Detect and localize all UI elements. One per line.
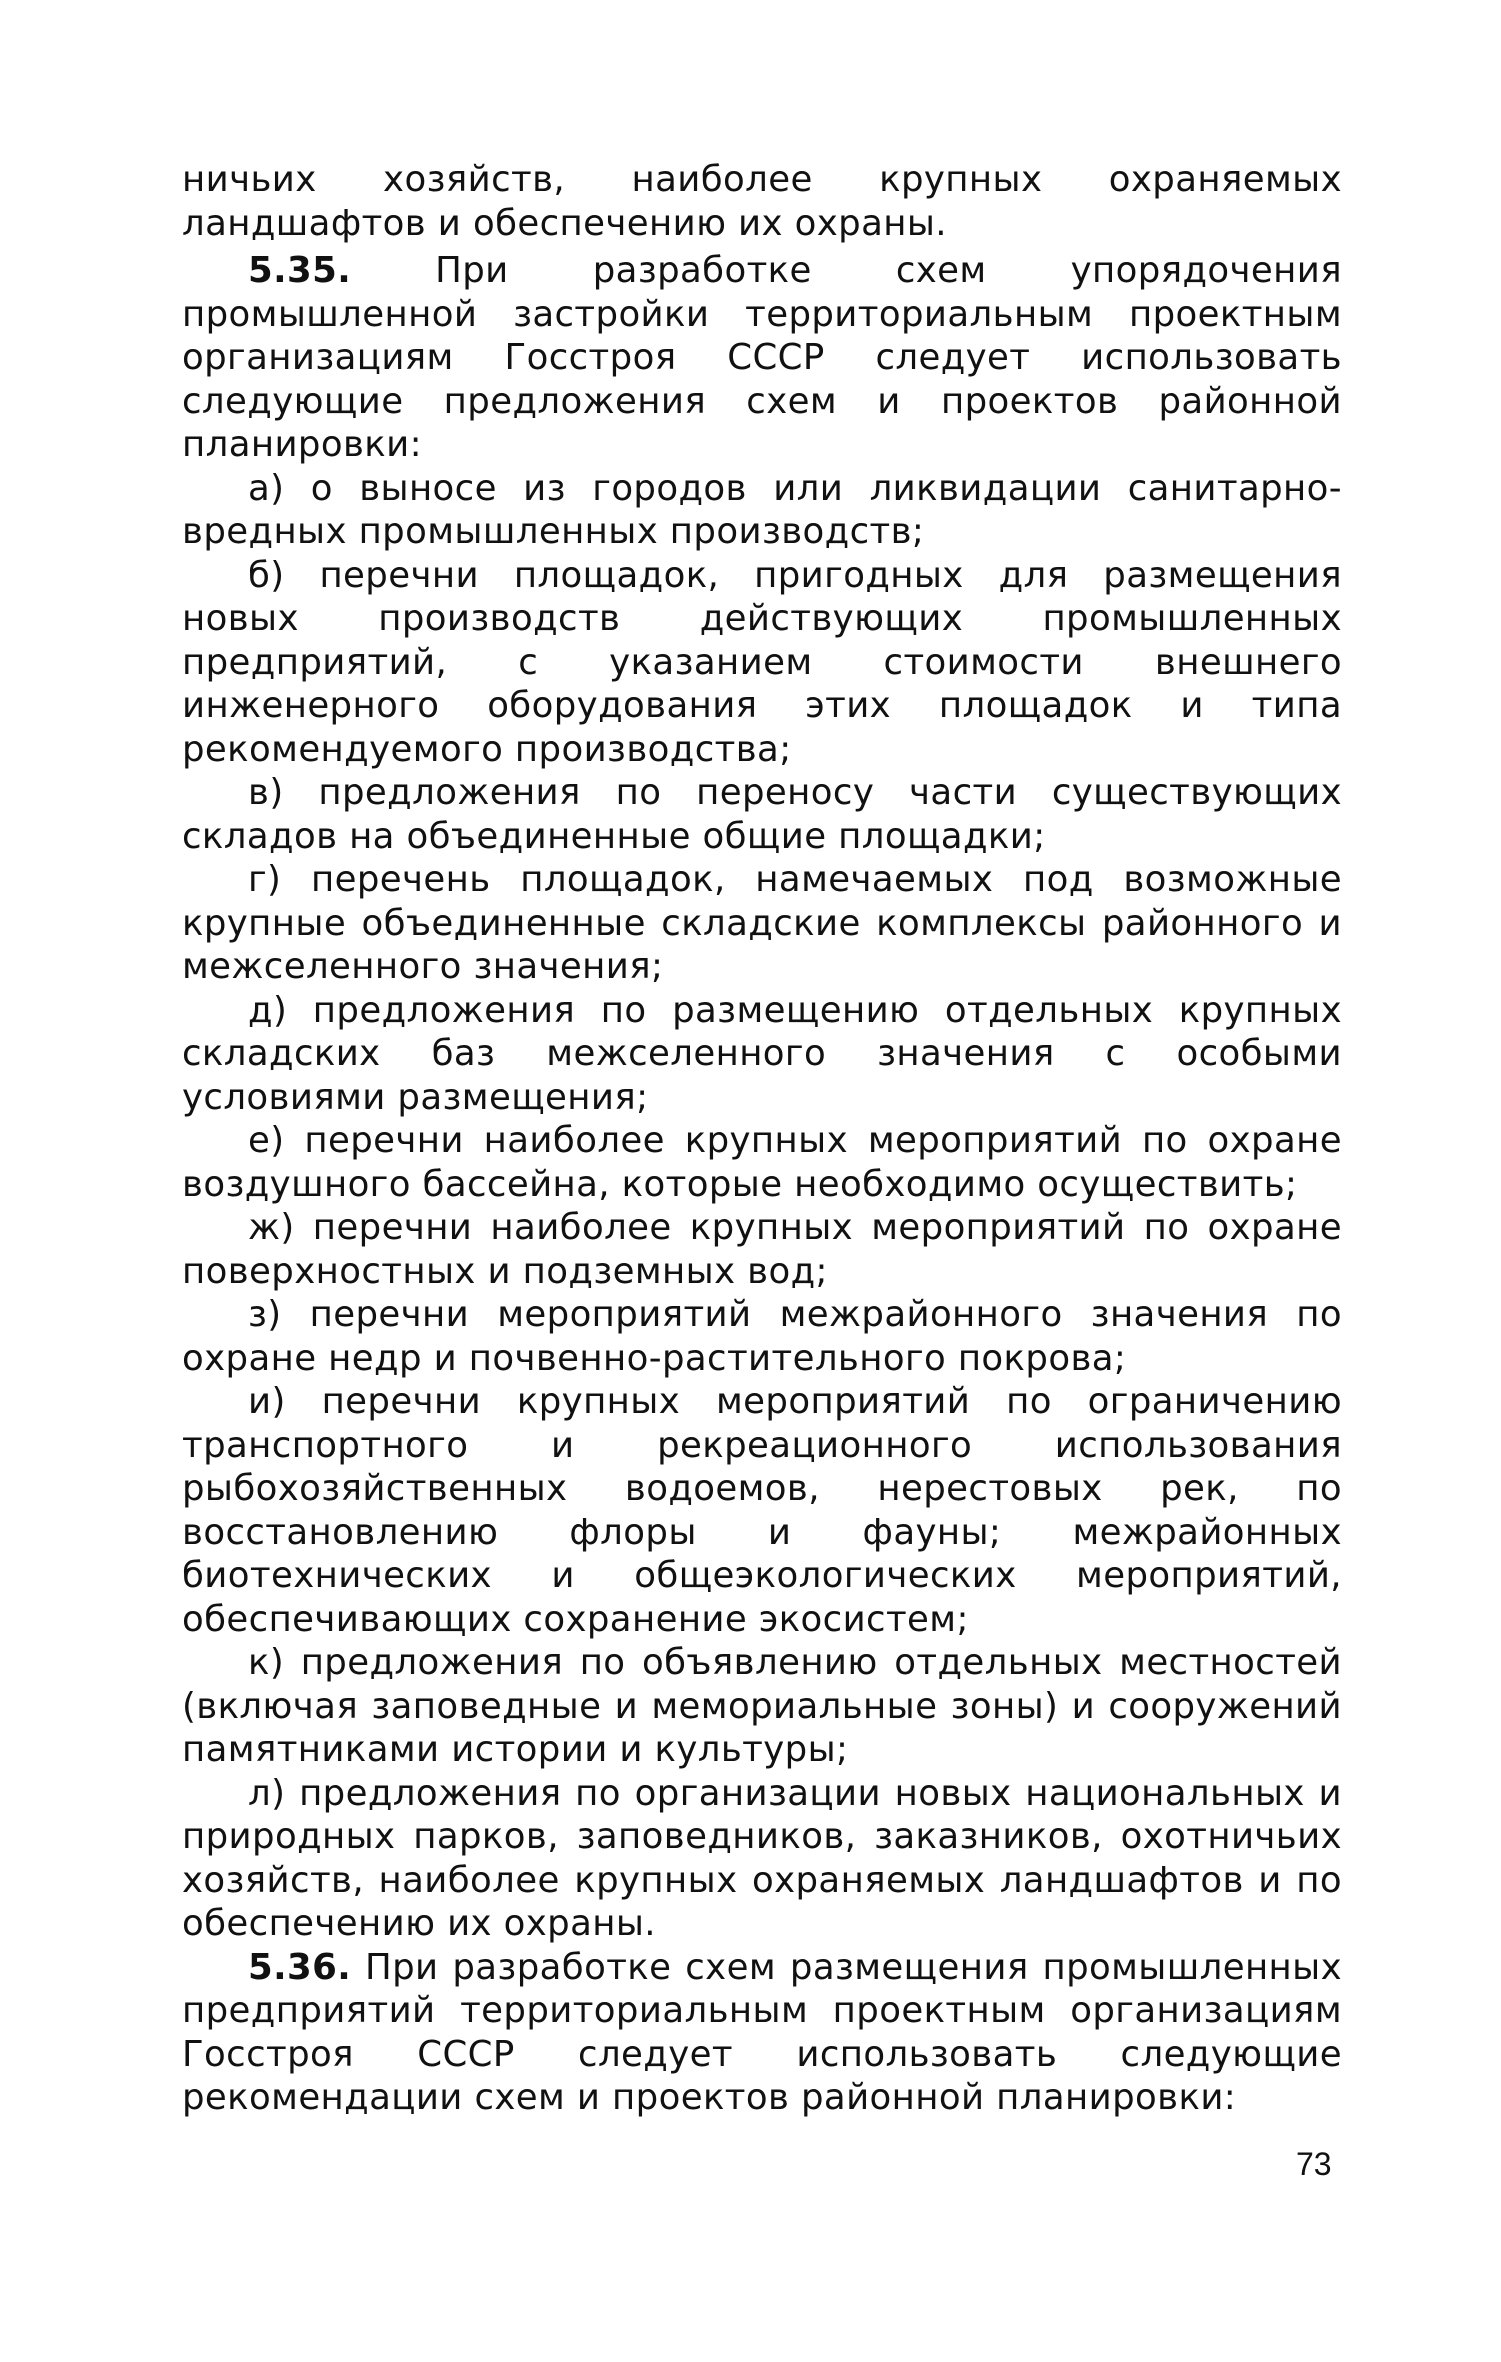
section-5-35-paragraph [182, 249, 1342, 467]
list-item-z: з) перечни мероприятий межрайонного значения по охране недр и почвенно-растительного покрова; [182, 1294, 1342, 1379]
section-number: 5.36. [248, 1946, 352, 1988]
section-text: При разработке схем упорядочения промышленной застройки территориальным проектным организациям Госстроя СССР следует использовать следующие предложения схем и проектов районной планировки: [182, 250, 1342, 465]
list-item-k: к) предложения по объявлению отдельных местностей (включая заповедные и мемориальные зоны) и сооружений памятниками истории и культуры; [182, 1642, 1342, 1770]
section-number: 5.35. [248, 250, 352, 291]
list-item-b: б) перечни площадок, пригодных для размещения новых производств действующих промышленных предприятий, с указанием стоимости внешнего инженерного оборудования этих площадок и типа рекомендуемого производства; [182, 554, 1342, 770]
section-5-36-paragraph [182, 1946, 1342, 2120]
list-item-v: в) предложения по переносу части существующих складов на объединенные общие площадки; [182, 772, 1342, 857]
list-item-i: и) перечни крупных мероприятий по ограничению транспортного и рекреационного использования рыбохозяйственных водоемов, нерестовых рек, по восстановлению флоры и фауны; межрайонных биотехнических и общеэкологических мероприятий, обеспечивающих сохранение экосистем; [182, 1381, 1342, 1640]
list-item-a: а) о выносе из городов или ликвидации санитарно-вредных промышленных производств; [182, 467, 1342, 552]
list-item-zh: ж) перечни наиболее крупных мероприятий по охране поверхностных и подземных вод; [182, 1207, 1342, 1292]
section-text: При разработке схем размещения промышленных предприятий территориальным проектным организациям Госстроя СССР следует использовать следующие рекомендации схем и проектов районной планировки: [182, 1946, 1343, 2118]
intro-paragraph: ничьих хозяйств, наиболее крупных охраняемых ландшафтов и обеспечению их охраны. [182, 159, 1342, 244]
list-item-e: е) перечни наиболее крупных мероприятий по охране воздушного бассейна, которые необходимо осуществить; [182, 1120, 1342, 1205]
body-text [182, 158, 1342, 2120]
list-item-g: г) перечень площадок, намечаемых под возможные крупные объединенные складские комплексы районного и межселенного значения; [182, 859, 1342, 987]
list-item-d: д) предложения по размещению отдельных крупных складских баз межселенного значения с особыми условиями размещения; [182, 989, 1342, 1118]
page-number: 73 [1296, 2146, 1332, 2182]
list-item-l: л) предложения по организации новых национальных и природных парков, заповедников, заказников, охотничьих хозяйств, наиболее крупных охраняемых ландшафтов и по обеспечению их охраны. [182, 1772, 1342, 1944]
